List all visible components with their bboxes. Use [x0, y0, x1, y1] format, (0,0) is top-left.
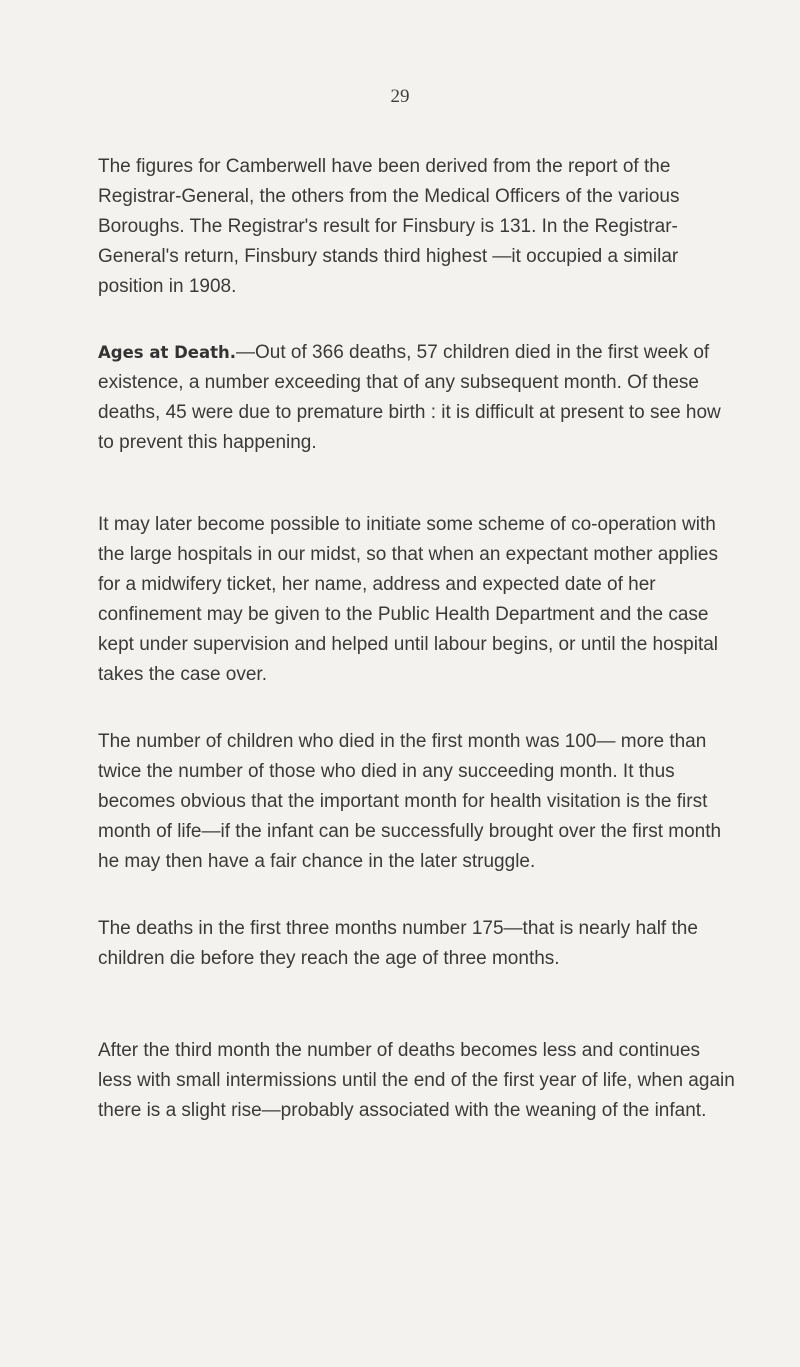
- paragraph-after-third-month: After the third month the number of deaths becomes less and continues less with small intermissions until the end of the first year of life, when again there is a slight rise—probably associated with the weaning of the infant.: [98, 1040, 735, 1121]
- paragraph-ages-at-death-body: —Out of 366 deaths, 57 children died in the first week of existence, a number exceeding that of any subsequent month. Of these deaths, 45 were due to premature birth : it is difficult at present to see how to prevent this happening.: [98, 342, 721, 453]
- page-number: 29: [390, 86, 410, 107]
- paragraph-first-three-months: The deaths in the first three months number 175—that is nearly half the children die before they reach the age of three months.: [98, 918, 698, 969]
- paragraph-cooperation-scheme: It may later become possible to initiate some scheme of co-operation with the large hospitals in our midst, so that when an expectant mother applies for a midwifery ticket, her name, address and expected date of her confinement may be given to the Public Health Department and the case kept under supervision and helped until labour begins, or until the hospital takes the case over.: [98, 514, 719, 685]
- paragraph-first-month: The number of children who died in the first month was 100— more than twice the number of those who died in any succeeding month. It thus becomes obvious that the important month for health visitation is the first month of life—if the infant can be successfully brought over the first month he may then have a fair chance in the later struggle.: [98, 731, 722, 872]
- paragraph-ages-at-death: [98, 338, 738, 458]
- section-heading-ages-at-death: Ages at Death.: [98, 343, 237, 362]
- paragraph-registrar-figures: The figures for Camberwell have been derived from the report of the Registrar-General, the others from the Medical Officers of the various Boroughs. The Registrar's result for Finsbury is 131. In the Registrar-General's return, Finsbury stands third highest —it occupied a similar position in 1908.: [98, 156, 680, 297]
